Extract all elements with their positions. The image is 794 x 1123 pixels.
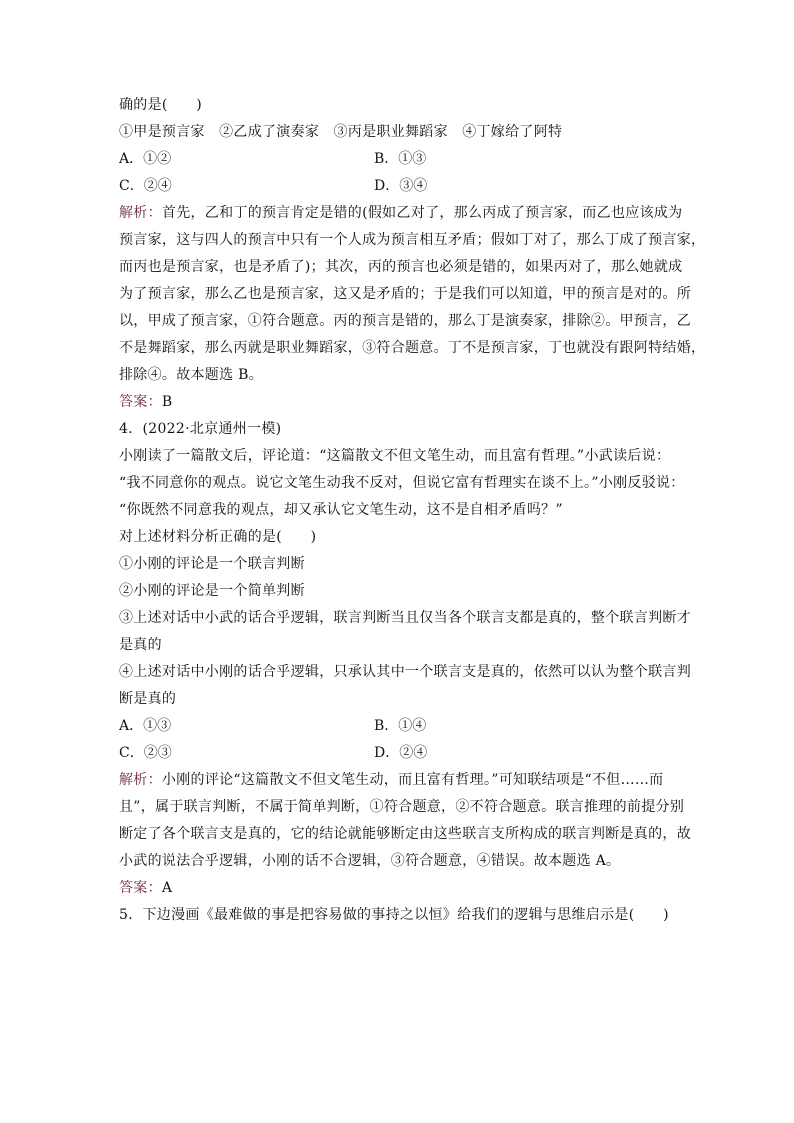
q4-analysis-line: 断定了各个联言支是真的，它的结论就能够断定由这些联言支所构成的联言判断是真的，故 xyxy=(119,826,691,842)
q3-analysis-line: 而丙也是预言家，也是矛盾了)；其次，丙的预言也必须是错的，如果丙对了，那么她就成 xyxy=(119,259,683,275)
q3-analysis-line: 以，甲成了预言家，①符合题意。丙的预言是错的，那么丁是演奏家，排除②。甲预言，乙 xyxy=(119,313,691,329)
q4-analysis-label: 解析： xyxy=(119,772,162,788)
q4-options-row-2 xyxy=(119,740,689,767)
q3-options-row-1 xyxy=(119,146,689,173)
q4-option-a: A．①③ xyxy=(119,718,172,734)
document-page xyxy=(119,92,706,929)
q3-answer-value: B xyxy=(161,394,173,410)
q4-answer-value: A xyxy=(161,880,173,896)
q3-answer xyxy=(119,389,689,416)
q3-option-d: D．③④ xyxy=(374,178,428,194)
q5-stem: 5．下边漫画《最难做的事是把容易做的事持之以恒》给我们的逻辑与思维启示是( ) xyxy=(119,907,669,923)
q4-option-b: B．①④ xyxy=(374,718,427,734)
q3-analysis-line: 预言家，这与四人的预言中只有一个人成为预言相互矛盾；假如丁对了，那么丁成了预言家， xyxy=(119,232,706,248)
q4-stem-line: “我不同意你的观点。说它文笔生动我不反对，但说它富有哲理实在谈不上。”小刚反驳说： xyxy=(119,475,685,491)
q3-analysis-line: 不是舞蹈家，那么丙就是职业舞蹈家，③符合题意。丁不是预言家，丁也就没有跟阿特结婚， xyxy=(119,340,706,356)
q4-analysis-line: 小武的说法合乎逻辑，小刚的话不合逻辑，③符合题意，④错误。故本题选 A。 xyxy=(119,853,621,869)
q4-statement-3: ③上述对话中小武的话合乎逻辑，联言判断当且仅当各个联言支都是真的，整个联言判断才 xyxy=(119,610,691,626)
q3-analysis-label: 解析： xyxy=(119,205,162,221)
q4-options-row-1 xyxy=(119,713,689,740)
q3-analysis-line: 为了预言家，那么乙也是预言家，这又是矛盾的；于是我们可以知道，甲的预言是对的。所 xyxy=(119,286,691,302)
q3-analysis-text: 首先，乙和丁的预言肯定是错的(假如乙对了，那么丙成了预言家，而乙也应该成为 xyxy=(161,205,683,221)
q4-analysis-line: 且”，属于联言判断，不属于简单判断，①符合题意，②不符合题意。联言推理的前提分别 xyxy=(119,799,685,815)
q3-statements: ①甲是预言家 ②乙成了演奏家 ③丙是职业舞蹈家 ④丁嫁给了阿特 xyxy=(119,124,563,140)
q4-option-d: D．②④ xyxy=(374,745,428,761)
q4-analysis-text: 小刚的评论“这篇散文不但文笔生动，而且富有哲理。”可知联结项是“不但……而 xyxy=(161,772,664,788)
q3-option-b: B．①③ xyxy=(374,151,427,167)
q3-analysis-line: 排除④。故本题选 B。 xyxy=(119,367,264,383)
q3-options-row-2 xyxy=(119,173,689,200)
q4-statement-2: ②小刚的评论是一个简单判断 xyxy=(119,583,305,599)
q3-stem-tail: 确的是( ) xyxy=(119,97,203,113)
q4-statement-4: ④上述对话中小刚的话合乎逻辑，只承认其中一个联言支是真的，依然可以认为整个联言判 xyxy=(119,664,691,680)
q3-option-c: C．②④ xyxy=(119,178,172,194)
q4-option-c: C．②③ xyxy=(119,745,172,761)
q3-answer-label: 答案： xyxy=(119,394,162,410)
q4-statement-3-cont: 是真的 xyxy=(119,637,162,653)
q4-statement-1: ①小刚的评论是一个联言判断 xyxy=(119,556,305,572)
q4-stem-line: “你既然不同意我的观点，却又承认它文笔生动，这不是自相矛盾吗？” xyxy=(119,502,563,518)
q4-stem-line: 小刚读了一篇散文后，评论道：“这篇散文不但文笔生动，而且富有哲理。”小武读后说： xyxy=(119,448,671,464)
q4-answer xyxy=(119,875,689,902)
q4-header: 4．(2022·北京通州一模) xyxy=(119,421,282,437)
q4-statement-4-cont: 断是真的 xyxy=(119,691,177,707)
q4-stem-line: 对上述材料分析正确的是( ) xyxy=(119,529,317,545)
q4-answer-label: 答案： xyxy=(119,880,162,896)
q3-analysis-line-1 xyxy=(119,200,689,227)
q4-analysis-line-1 xyxy=(119,767,689,794)
q3-option-a: A．①② xyxy=(119,151,172,167)
